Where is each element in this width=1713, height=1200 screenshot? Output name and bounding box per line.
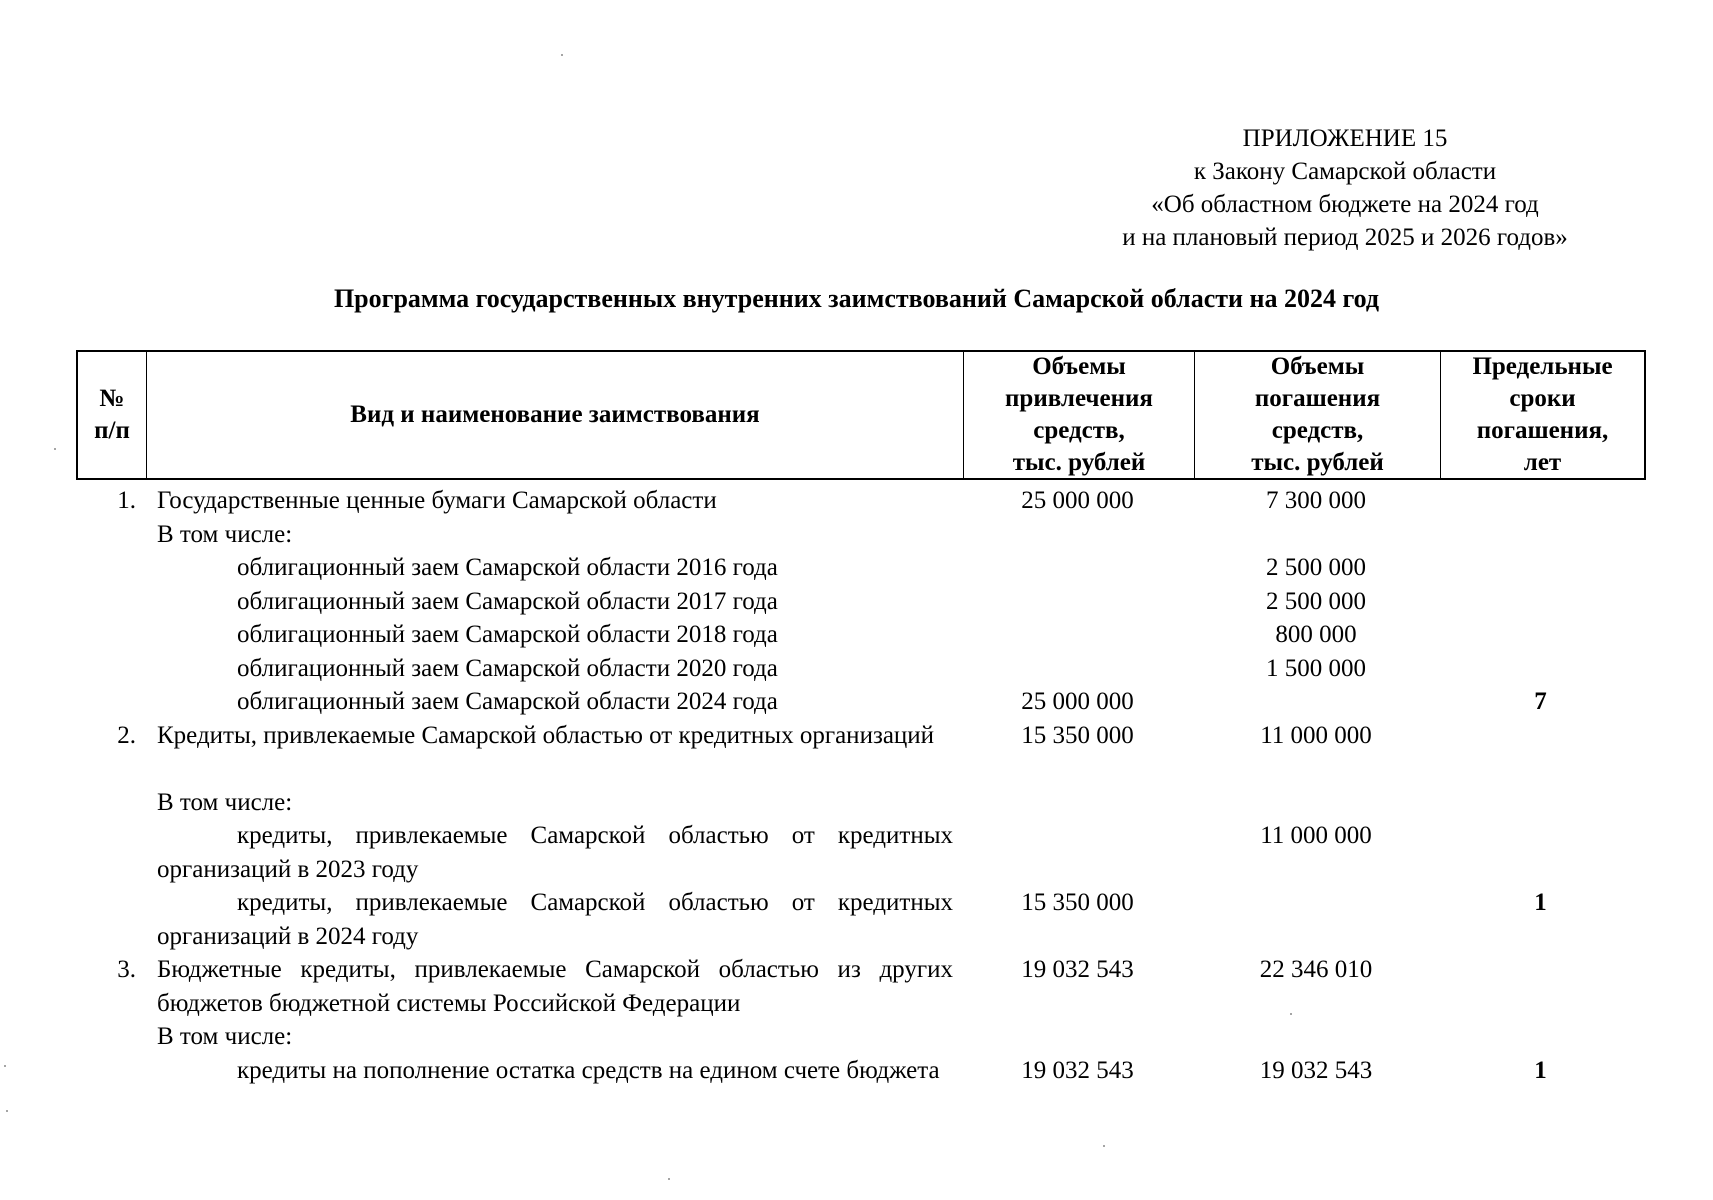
scan-speck — [561, 54, 563, 56]
row-repay: 11 000 000 — [1260, 822, 1372, 849]
row-name: облигационный заем Самарской области 2016 года — [237, 554, 778, 581]
row-attract: 19 032 543 — [1021, 1056, 1134, 1084]
row-name: Кредиты, привлекаемые Самарской областью от кредитных организаций — [157, 721, 935, 749]
row-repay: 2 500 000 — [1266, 587, 1366, 615]
row-name: облигационный заем Самарской области 2017 года — [237, 587, 778, 615]
row-attract: 19 032 543 — [1021, 956, 1134, 983]
appendix-law-ref: к Закону Самарской области — [1193, 158, 1497, 185]
header-num: № п/п — [78, 352, 147, 478]
header-attract: Объемы привлечения средств, тыс. рублей — [964, 352, 1195, 478]
header-name: Вид и наименование заимствования — [147, 352, 964, 478]
appendix-block — [1020, 122, 1670, 254]
scan-speck — [1103, 1145, 1105, 1147]
scan-speck — [4, 1065, 6, 1067]
row-name: кредиты, привлекаемые Самарской областью от кредитных организаций в 2024 году — [157, 889, 953, 950]
row-repay: 800 000 — [1275, 621, 1357, 648]
row-name: Государственные ценные бумаги Самарской области — [157, 487, 717, 514]
row-repay: 2 500 000 — [1266, 554, 1366, 581]
row-name: облигационный заем Самарской области 2024 года — [237, 688, 778, 715]
scan-speck — [1290, 1013, 1292, 1015]
row-term: 1 — [1534, 1056, 1547, 1084]
row-term: 7 — [1534, 688, 1547, 715]
row-repay: 11 000 000 — [1260, 721, 1372, 749]
row-name: В том числе: — [157, 1023, 293, 1050]
row-attract: 25 000 000 — [1021, 487, 1134, 514]
header-term: Предельные сроки погашения, лет — [1472, 353, 1613, 476]
row-name: кредиты на пополнение остатка средств на едином счете бюджета — [237, 1056, 940, 1084]
row-attract: 15 350 000 — [1021, 721, 1134, 749]
scan-speck — [54, 448, 56, 450]
header-repay: Объемы погашения средств, тыс. рублей — [1195, 352, 1441, 478]
row-name: В том числе: — [157, 520, 293, 548]
table-header — [76, 350, 1646, 480]
row-term: 1 — [1534, 889, 1547, 916]
row-name: облигационный заем Самарской области 2018 года — [237, 621, 778, 648]
row-name: кредиты, привлекаемые Самарской областью от кредитных организаций в 2023 году — [157, 822, 953, 883]
row-repay: 19 032 543 — [1259, 1056, 1373, 1084]
row-name: Бюджетные кредиты, привлекаемые Самарской областью из других бюджетов бюджетной системы Российской Федерации — [157, 956, 953, 1017]
appendix-law-period: и на плановый период 2025 и 2026 годов» — [1122, 224, 1568, 251]
row-repay: 22 346 010 — [1259, 956, 1373, 983]
scan-speck — [6, 1110, 8, 1112]
row-repay: 1 500 000 — [1266, 654, 1366, 682]
row-name: В том числе: — [157, 788, 293, 816]
row-repay: 7 300 000 — [1266, 487, 1366, 514]
scan-speck — [668, 1178, 670, 1180]
document-title: Программа государственных внутренних заимствований Самарской области на 2024 год — [333, 284, 1380, 313]
appendix-number: ПРИЛОЖЕНИЕ 15 — [1242, 125, 1448, 152]
row-attract: 25 000 000 — [1021, 688, 1134, 715]
appendix-law-title: «Об областном бюджете на 2024 год — [1151, 191, 1539, 218]
row-attract: 15 350 000 — [1021, 889, 1134, 916]
row-name: облигационный заем Самарской области 2020 года — [237, 654, 778, 682]
